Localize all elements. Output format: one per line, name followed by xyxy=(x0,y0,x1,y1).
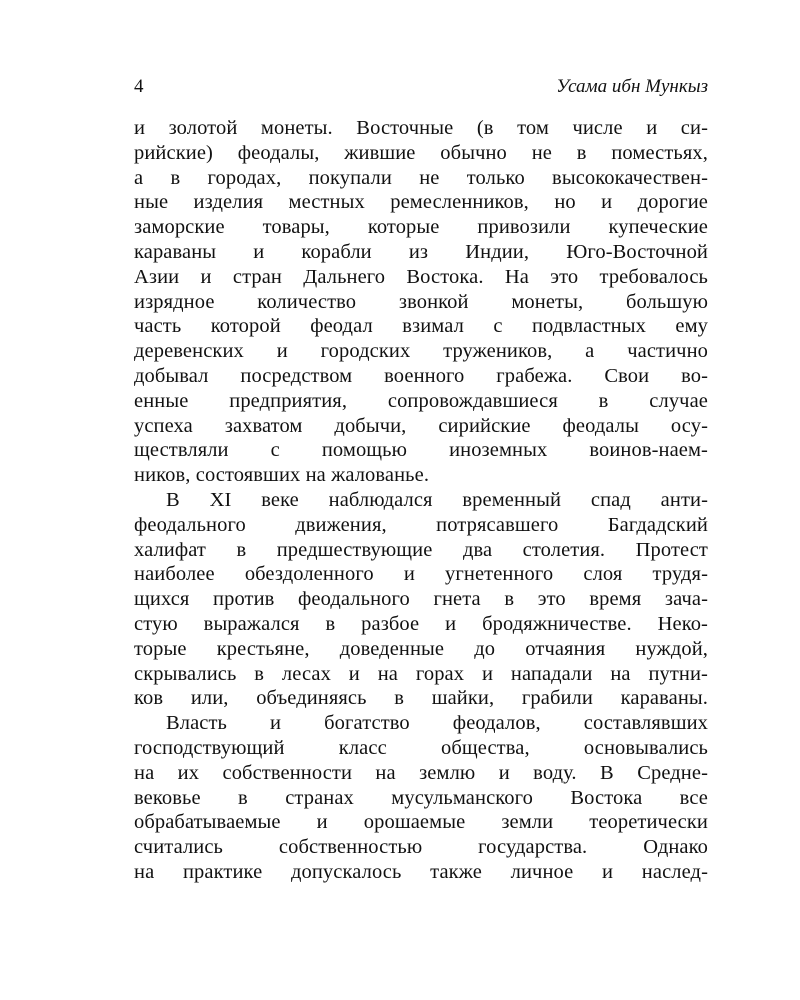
text-line: караваны и корабли из Индии, Юго-Восточной xyxy=(134,240,708,263)
text-line: щихся против феодального гнета в это время зача- xyxy=(134,588,708,611)
text-line: ществляли с помощью иноземных воинов-наем- xyxy=(134,439,708,462)
text-line: скрывались в лесах и на горах и нападали на путни- xyxy=(134,662,708,685)
text-line: на их собственности на землю и воду. В Средне- xyxy=(134,761,708,784)
text-line: В XI веке наблюдался временный спад анти- xyxy=(166,488,708,511)
text-line: деревенских и городских тружеников, а частично xyxy=(134,340,708,363)
text-line: изрядное количество звонкой монеты, большую xyxy=(134,290,708,313)
text-line: феодального движения, потрясавшего Багдадский xyxy=(134,513,708,536)
text-line: стую выражался в разбое и бродяжничестве. Неко- xyxy=(134,612,708,635)
text-line: заморские товары, которые привозили купеческие xyxy=(134,216,708,239)
text-line: ные изделия местных ремесленников, но и дорогие xyxy=(134,191,708,214)
text-line: добывал посредством военного грабежа. Свои во- xyxy=(134,364,708,387)
text-line: ков или, объединяясь в шайки, грабили караваны. xyxy=(134,687,708,710)
running-head xyxy=(134,74,708,100)
page-number: 4 xyxy=(134,76,144,97)
text-line: рийские) феодалы, жившие обычно не в поместьях, xyxy=(134,141,708,164)
text-line: успеха захватом добычи, сирийские феодалы осу- xyxy=(134,414,708,437)
text-line: и золотой монеты. Восточные (в том числе и си- xyxy=(134,117,708,139)
text-line: господствующий класс общества, основывались xyxy=(134,736,708,759)
text-line: а в городах, покупали не только высококачествен- xyxy=(134,166,708,189)
text-line: енные предприятия, сопровождавшиеся в случае xyxy=(134,389,708,412)
text-line: торые крестьяне, доведенные до отчаяния нуждой, xyxy=(134,637,708,660)
text-line: на практике допускалось также личное и наслед- xyxy=(134,860,708,883)
text-line: ников, состоявших на жалованье. xyxy=(134,464,430,487)
text-line: наиболее обездоленного и угнетенного слоя трудя- xyxy=(134,563,708,586)
text-line: часть которой феодал взимал с подвластных ему xyxy=(134,315,708,338)
body-text xyxy=(134,116,708,885)
text-line: халифат в предшествующие два столетия. Протест xyxy=(134,538,708,561)
text-line: Власть и богатство феодалов, составлявших xyxy=(166,712,708,735)
running-title: Усама ибн Мункыз xyxy=(556,76,708,97)
text-line: обрабатываемые и орошаемые земли теоретически xyxy=(134,811,708,834)
text-line: считались собственностью государства. Однако xyxy=(134,836,708,859)
text-line: Азии и стран Дальнего Востока. На это требовалось xyxy=(134,265,708,288)
text-line: вековье в странах мусульманского Востока все xyxy=(134,786,708,809)
